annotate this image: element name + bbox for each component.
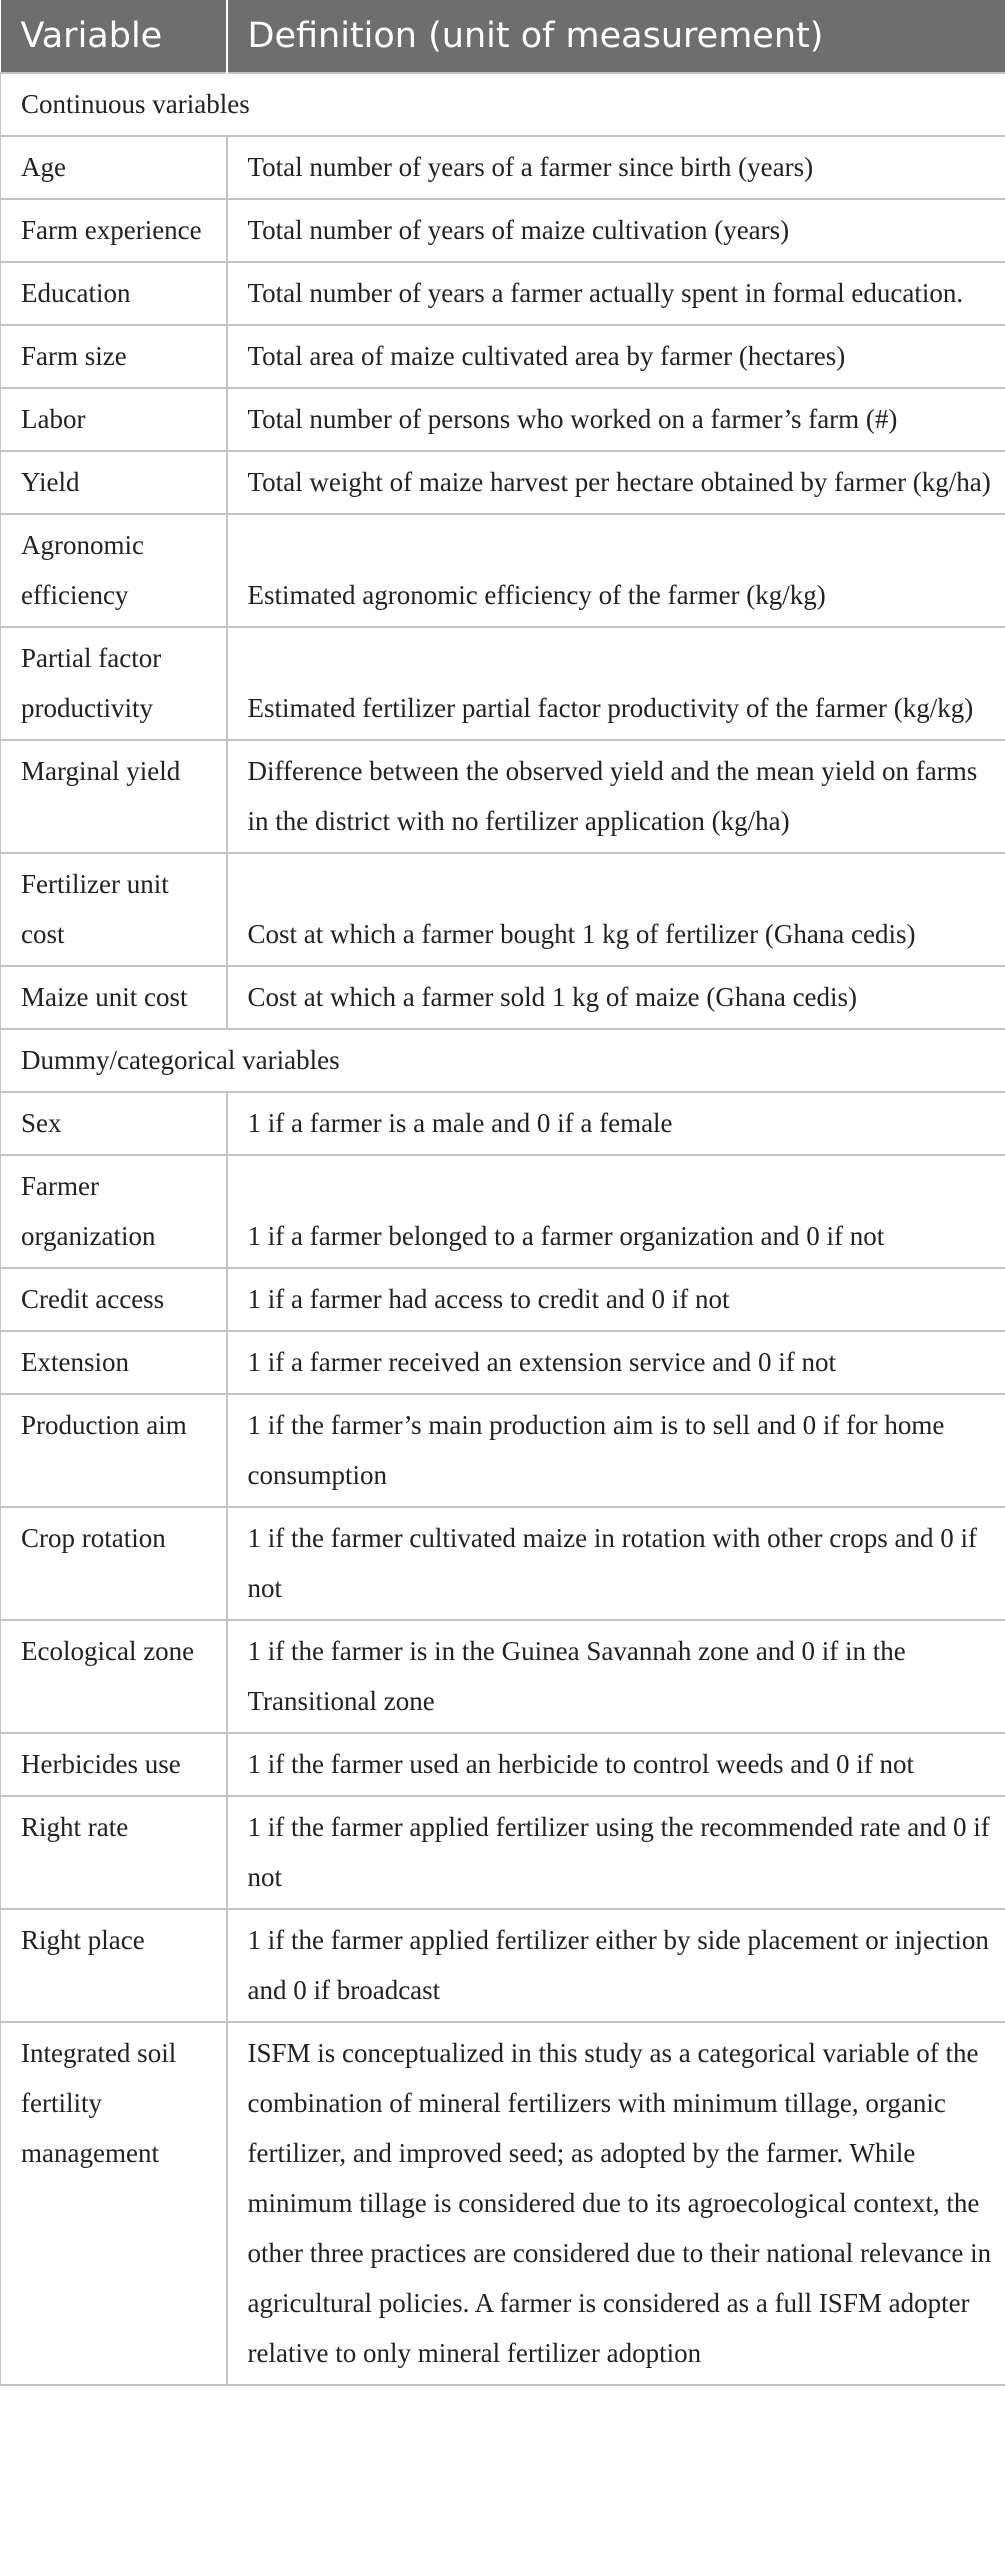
variable-cell: Age: [1, 136, 227, 199]
definition-cell: Total number of years of a farmer since birth (years): [227, 136, 1005, 199]
table-row: [1, 451, 1005, 514]
table-row: [1, 1733, 1005, 1796]
table-row: [1, 1331, 1005, 1394]
table-row: [1, 1268, 1005, 1331]
definition-cell: 1 if a farmer belonged to a farmer organization and 0 if not: [227, 1155, 1005, 1268]
definition-cell: Difference between the observed yield and the mean yield on farms in the district with no fertilizer application (kg/ha): [227, 740, 1005, 853]
variable-cell: Integrated soil fertility management: [1, 2022, 227, 2385]
definition-cell: 1 if the farmer applied fertilizer either by side placement or injection and 0 if broadcast: [227, 1909, 1005, 2022]
table-row: [1, 514, 1005, 627]
section-title: Continuous variables: [1, 73, 1005, 136]
definition-cell: Cost at which a farmer bought 1 kg of fertilizer (Ghana cedis): [227, 853, 1005, 966]
definition-cell: 1 if the farmer is in the Guinea Savannah zone and 0 if in the Transitional zone: [227, 1620, 1005, 1733]
definition-cell: 1 if the farmer cultivated maize in rotation with other crops and 0 if not: [227, 1507, 1005, 1620]
table-row: [1, 1394, 1005, 1507]
table-row: [1, 388, 1005, 451]
table-body: [1, 73, 1005, 2385]
definition-cell: 1 if the farmer’s main production aim is to sell and 0 if for home consumption: [227, 1394, 1005, 1507]
table-row: [1, 199, 1005, 262]
table-row: [1, 853, 1005, 966]
variable-cell: Farm size: [1, 325, 227, 388]
variable-cell: Yield: [1, 451, 227, 514]
definition-cell: Total area of maize cultivated area by farmer (hectares): [227, 325, 1005, 388]
section-title: Dummy/categorical variables: [1, 1029, 1005, 1092]
variable-cell: Credit access: [1, 1268, 227, 1331]
definition-cell: Total number of persons who worked on a farmer’s farm (#): [227, 388, 1005, 451]
variable-cell: Fertilizer unit cost: [1, 853, 227, 966]
header-definition: Definition (unit of measurement): [227, 0, 1005, 73]
table-row: [1, 1620, 1005, 1733]
variable-cell: Extension: [1, 1331, 227, 1394]
table-header: [1, 0, 1005, 73]
definition-cell: 1 if the farmer applied fertilizer using the recommended rate and 0 if not: [227, 1796, 1005, 1909]
variable-cell: Crop rotation: [1, 1507, 227, 1620]
definition-cell: 1 if a farmer received an extension service and 0 if not: [227, 1331, 1005, 1394]
definition-cell: Total number of years a farmer actually spent in formal education.: [227, 262, 1005, 325]
variable-cell: Marginal yield: [1, 740, 227, 853]
variable-cell: Maize unit cost: [1, 966, 227, 1029]
variable-cell: Right rate: [1, 1796, 227, 1909]
definition-cell: 1 if a farmer is a male and 0 if a female: [227, 1092, 1005, 1155]
table-row: [1, 325, 1005, 388]
variable-cell: Farm experience: [1, 199, 227, 262]
variable-cell: Production aim: [1, 1394, 227, 1507]
table-row: [1, 1092, 1005, 1155]
variable-cell: Sex: [1, 1092, 227, 1155]
definition-cell: Estimated agronomic efficiency of the farmer (kg/kg): [227, 514, 1005, 627]
table-row: [1, 1909, 1005, 2022]
definition-cell: ISFM is conceptualized in this study as a categorical variable of the combination of mineral fertilizers with minimum tillage, organic fertilizer, and improved seed; as adopted by the farmer. While minimum tillage is considered due to its agroecological context, the other three practices are considered due to their national relevance in agricultural policies. A farmer is considered as a full ISFM adopter relative to only mineral fertilizer adoption: [227, 2022, 1005, 2385]
table-row: [1, 966, 1005, 1029]
table-row: [1, 740, 1005, 853]
table-row: [1, 262, 1005, 325]
definition-cell: Estimated fertilizer partial factor productivity of the farmer (kg/kg): [227, 627, 1005, 740]
header-variable: Variable: [1, 0, 227, 73]
section-row: [1, 73, 1005, 136]
table-row: [1, 1507, 1005, 1620]
variable-cell: Education: [1, 262, 227, 325]
table-row: [1, 627, 1005, 740]
definition-cell: 1 if a farmer had access to credit and 0 if not: [227, 1268, 1005, 1331]
variable-cell: Ecological zone: [1, 1620, 227, 1733]
definition-cell: 1 if the farmer used an herbicide to control weeds and 0 if not: [227, 1733, 1005, 1796]
variable-cell: Labor: [1, 388, 227, 451]
variable-cell: Agronomic efficiency: [1, 514, 227, 627]
definition-cell: Total number of years of maize cultivation (years): [227, 199, 1005, 262]
variable-cell: Herbicides use: [1, 1733, 227, 1796]
definition-cell: Cost at which a farmer sold 1 kg of maize (Ghana cedis): [227, 966, 1005, 1029]
table-row: [1, 2022, 1005, 2385]
variable-cell: Right place: [1, 1909, 227, 2022]
definition-cell: Total weight of maize harvest per hectare obtained by farmer (kg/ha): [227, 451, 1005, 514]
variable-cell: Farmer organization: [1, 1155, 227, 1268]
table-row: [1, 1155, 1005, 1268]
variable-cell: Partial factor productivity: [1, 627, 227, 740]
table-row: [1, 1796, 1005, 1909]
section-row: [1, 1029, 1005, 1092]
table-row: [1, 136, 1005, 199]
